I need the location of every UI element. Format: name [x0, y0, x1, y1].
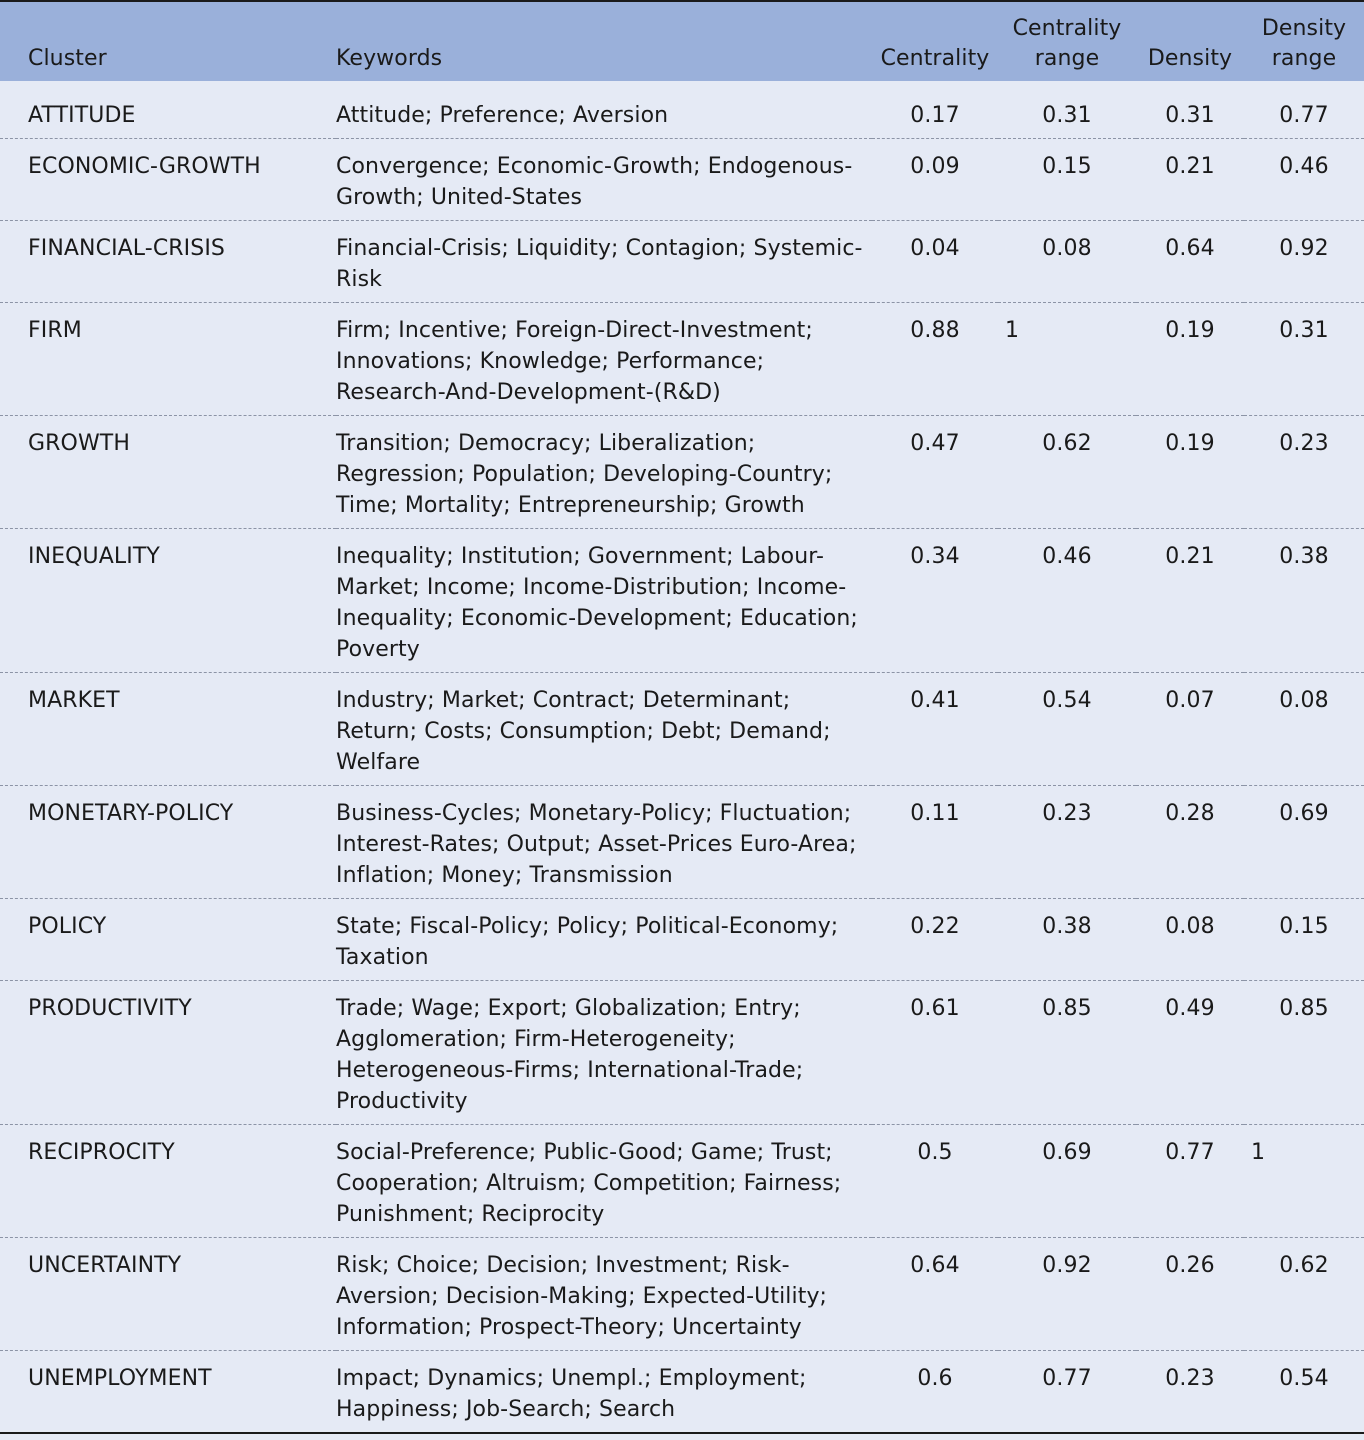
cell-density-range: 0.08	[1244, 673, 1364, 786]
cell-density: 0.07	[1136, 673, 1244, 786]
cell-density: 0.08	[1136, 899, 1244, 981]
header-row	[0, 1, 1364, 81]
table-row	[0, 81, 1364, 139]
table-row	[0, 786, 1364, 899]
cell-density: 0.26	[1136, 1238, 1244, 1351]
cell-centrality: 0.5	[872, 1125, 998, 1238]
table-row	[0, 416, 1364, 529]
table-row	[0, 221, 1364, 303]
cell-centrality: 0.09	[872, 139, 998, 221]
header-density-range-line1: Density	[1261, 16, 1347, 41]
header-centrality-range	[998, 1, 1136, 81]
cell-centrality: 0.41	[872, 673, 998, 786]
cell-keywords: Trade; Wage; Export; Globalization; Entry; Agglomeration; Firm-Heterogeneity; Heterogeneous-Firms; International-Trade; Productivity	[336, 981, 872, 1125]
cell-cluster: MONETARY-POLICY	[0, 786, 336, 899]
cell-density: 0.31	[1165, 103, 1215, 128]
cell-keywords: Social-Preference; Public-Good; Game; Trust; Cooperation; Altruism; Competition; Fairness; Punishment; Reciprocity	[336, 1125, 872, 1238]
table-body	[0, 81, 1364, 1433]
cell-density-range: 1	[1244, 1125, 1364, 1238]
cell-density-range: 0.92	[1244, 221, 1364, 303]
table-row	[0, 529, 1364, 673]
cell-keywords: Risk; Choice; Decision; Investment; Risk-Aversion; Decision-Making; Expected-Utility; Information; Prospect-Theory; Uncertainty	[336, 1238, 872, 1351]
cell-centrality: 0.04	[872, 221, 998, 303]
table-header	[0, 1, 1364, 81]
table-row	[0, 139, 1364, 221]
cell-cluster: POLICY	[0, 899, 336, 981]
table-row	[0, 899, 1364, 981]
cell-density: 0.77	[1136, 1125, 1244, 1238]
cell-cluster: FINANCIAL-CRISIS	[0, 221, 336, 303]
cell-cluster: PRODUCTIVITY	[0, 981, 336, 1125]
cell-density-range: 0.77	[1279, 103, 1329, 128]
table-row	[0, 1351, 1364, 1434]
cell-density-range: 0.15	[1244, 899, 1364, 981]
cell-centrality-range: 0.15	[998, 139, 1136, 221]
cell-cluster: GROWTH	[0, 416, 336, 529]
cell-centrality: 0.17	[910, 103, 960, 128]
cell-cluster: ATTITUDE	[28, 103, 136, 128]
cell-density: 0.23	[1136, 1351, 1244, 1434]
cell-cluster: UNEMPLOYMENT	[0, 1351, 336, 1434]
cell-density-range: 0.31	[1244, 303, 1364, 416]
cell-density: 0.19	[1136, 303, 1244, 416]
cell-centrality-range: 0.92	[998, 1238, 1136, 1351]
cell-centrality: 0.34	[872, 529, 998, 673]
cell-density: 0.21	[1136, 529, 1244, 673]
table-row	[0, 1125, 1364, 1238]
cell-cluster: INEQUALITY	[0, 529, 336, 673]
cell-keywords: Impact; Dynamics; Unempl.; Employment; Happiness; Job-Search; Search	[336, 1351, 872, 1434]
header-cluster: Cluster	[28, 46, 107, 71]
cell-centrality-range: 0.77	[998, 1351, 1136, 1434]
cell-density: 0.19	[1136, 416, 1244, 529]
cell-density-range: 0.23	[1244, 416, 1364, 529]
cell-keywords: Transition; Democracy; Liberalization; Regression; Population; Developing-Country; Time; Mortality; Entrepreneurship; Growth	[336, 416, 872, 529]
cell-centrality-range: 1	[998, 303, 1136, 416]
cell-keywords: Business-Cycles; Monetary-Policy; Fluctuation; Interest-Rates; Output; Asset-Prices Euro-Area; Inflation; Money; Transmission	[336, 786, 872, 899]
table-row	[0, 981, 1364, 1125]
cell-centrality-range: 0.46	[998, 529, 1136, 673]
cell-cluster: ECONOMIC-GROWTH	[0, 139, 336, 221]
cell-keywords: Inequality; Institution; Government; Labour-Market; Income; Income-Distribution; Income-Inequality; Economic-Development; Education; Poverty	[336, 529, 872, 673]
cell-density-range: 0.62	[1244, 1238, 1364, 1351]
cell-centrality-range: 0.38	[998, 899, 1136, 981]
header-keywords: Keywords	[336, 46, 443, 71]
table-row	[0, 673, 1364, 786]
header-centrality-range-line2: range	[1034, 46, 1100, 71]
table-row	[0, 1238, 1364, 1351]
cell-centrality: 0.22	[872, 899, 998, 981]
cell-centrality-range: 0.85	[998, 981, 1136, 1125]
cell-density-range: 0.54	[1244, 1351, 1364, 1434]
cell-keywords: Convergence; Economic-Growth; Endogenous-Growth; United-States	[336, 139, 872, 221]
cell-keywords: Financial-Crisis; Liquidity; Contagion; Systemic-Risk	[336, 221, 872, 303]
cell-density: 0.28	[1136, 786, 1244, 899]
cell-centrality: 0.64	[872, 1238, 998, 1351]
cell-centrality-range: 0.31	[1042, 103, 1092, 128]
cell-cluster: UNCERTAINTY	[0, 1238, 336, 1351]
cell-density-range: 0.46	[1244, 139, 1364, 221]
cell-density: 0.21	[1136, 139, 1244, 221]
cell-density-range: 0.69	[1244, 786, 1364, 899]
cell-keywords: State; Fiscal-Policy; Policy; Political-Economy; Taxation	[336, 899, 872, 981]
cell-keywords: Firm; Incentive; Foreign-Direct-Investment; Innovations; Knowledge; Performance; Research-And-Development-(R&D)	[336, 303, 872, 416]
cell-density-range: 0.85	[1244, 981, 1364, 1125]
header-centrality: Centrality	[880, 46, 990, 71]
table-row	[0, 303, 1364, 416]
cell-centrality-range: 0.54	[998, 673, 1136, 786]
header-density-range-line2: range	[1271, 46, 1337, 71]
cell-cluster: MARKET	[0, 673, 336, 786]
header-centrality-range-line1: Centrality	[1012, 16, 1122, 41]
cell-centrality: 0.88	[872, 303, 998, 416]
cell-cluster: FIRM	[0, 303, 336, 416]
cell-keywords: Industry; Market; Contract; Determinant; Return; Costs; Consumption; Debt; Demand; Welfare	[336, 673, 872, 786]
cell-density-range: 0.38	[1244, 529, 1364, 673]
cell-cluster: RECIPROCITY	[0, 1125, 336, 1238]
cell-centrality: 0.47	[872, 416, 998, 529]
cell-density: 0.64	[1136, 221, 1244, 303]
header-density: Density	[1147, 46, 1233, 71]
cell-centrality-range: 0.62	[998, 416, 1136, 529]
header-density-range	[1244, 1, 1364, 81]
cell-keywords: Attitude; Preference; Aversion	[336, 103, 669, 128]
cell-centrality: 0.6	[872, 1351, 998, 1434]
cell-centrality-range: 0.69	[998, 1125, 1136, 1238]
cell-centrality-range: 0.23	[998, 786, 1136, 899]
cell-centrality: 0.61	[872, 981, 998, 1125]
cell-density: 0.49	[1136, 981, 1244, 1125]
cell-centrality-range: 0.08	[998, 221, 1136, 303]
cell-centrality: 0.11	[872, 786, 998, 899]
